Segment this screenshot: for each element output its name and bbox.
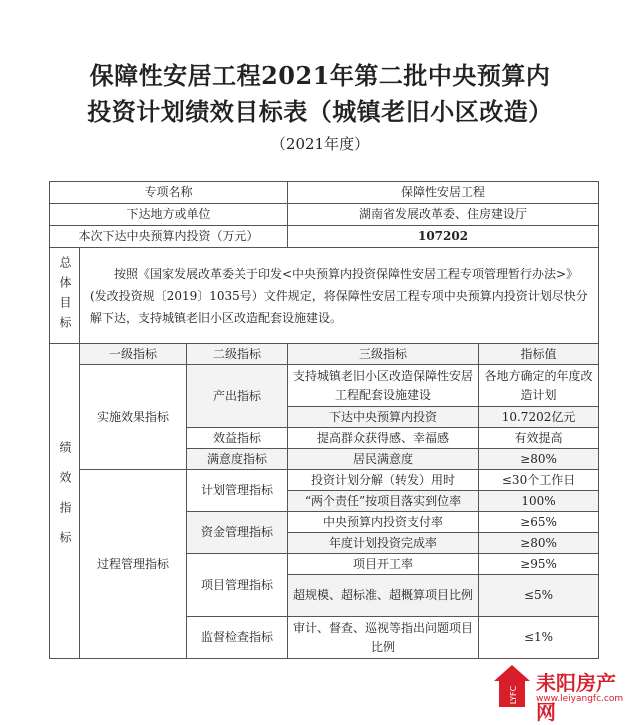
- table-row-value: ≥80%: [479, 533, 599, 554]
- table-row-l3: 审计、督查、巡视等指出问题项目比例: [288, 617, 479, 659]
- table-row-l3: 投资计划分解（转发）用时: [288, 470, 479, 491]
- doc-year: （2021年度）: [270, 135, 370, 153]
- doc-title-line2: 投资计划绩效目标表（城镇老旧小区改造）: [87, 97, 553, 126]
- logo-text: LYFC: [509, 685, 518, 705]
- table-row-value: ≥95%: [479, 554, 599, 575]
- group-effect: 实施效果指标: [80, 365, 187, 470]
- table-row-l3: 项目开工率: [288, 554, 479, 575]
- watermark-text: 耒阳房产网: [536, 671, 616, 724]
- table-row-l3: “两个责任”按项目落实到位率: [288, 491, 479, 512]
- unit-value: 湖南省发展改革委、住房建设厅: [288, 204, 599, 226]
- group-output: 产出指标: [187, 365, 288, 428]
- group-plan-mgmt: 计划管理指标: [187, 470, 288, 512]
- table-row-l3: 下达中央预算内投资: [288, 407, 479, 428]
- table-row-value: 各地方确定的年度改造计划: [479, 365, 599, 407]
- group-supervision: 监督检查指标: [187, 617, 288, 659]
- unit-label: 下达地方或单位: [50, 204, 288, 226]
- investment-value: 107202: [288, 226, 599, 248]
- header-level1: 一级指标: [80, 344, 187, 365]
- group-satisfaction: 满意度指标: [187, 449, 288, 470]
- table-row-l3: 年度计划投资完成率: [288, 533, 479, 554]
- table-row-l3: 居民满意度: [288, 449, 479, 470]
- table-row-value: 有效提高: [479, 428, 599, 449]
- performance-table: [49, 181, 599, 659]
- header-level2: 二级指标: [187, 344, 288, 365]
- table-row-value: ≥65%: [479, 512, 599, 533]
- table-row-value: ≥80%: [479, 449, 599, 470]
- table-row-l3: 支持城镇老旧小区改造保障性安居工程配套设施建设: [288, 365, 479, 407]
- table-row-value: 10.7202亿元: [479, 407, 599, 428]
- project-value: 保障性安居工程: [288, 182, 599, 204]
- group-fund-mgmt: 资金管理指标: [187, 512, 288, 554]
- overall-goal-text: 按照《国家发展改革委关于印发<中央预算内投资保障性安居工程专项管理暂行办法>》(发改投资规〔2019〕1035号）文件规定，将保障性安居工程专项中央预算内投资计划尽快分解下达，支持城镇老旧小区改造配套设施建设。: [80, 248, 599, 344]
- overall-goal-label: 总体目标: [50, 248, 80, 344]
- group-process: 过程管理指标: [80, 470, 187, 659]
- perf-label: 绩效指标: [50, 344, 80, 659]
- house-logo-icon: [492, 663, 532, 709]
- watermark-url: www.leiyangfc.com: [536, 694, 624, 704]
- header-value: 指标值: [479, 344, 599, 365]
- watermark: [492, 661, 632, 724]
- doc-title-line1: 保障性安居工程2021年第二批中央预算内: [89, 61, 551, 90]
- table-row-value: 100%: [479, 491, 599, 512]
- group-project-mgmt: 项目管理指标: [187, 554, 288, 617]
- table-row-value: ≤1%: [479, 617, 599, 659]
- project-label: 专项名称: [50, 182, 288, 204]
- table-row-value: ≤30个工作日: [479, 470, 599, 491]
- group-benefit: 效益指标: [187, 428, 288, 449]
- table-row-l3: 中央预算内投资支付率: [288, 512, 479, 533]
- investment-label: 本次下达中央预算内投资（万元）: [50, 226, 288, 248]
- table-row-l3: 提高群众获得感、幸福感: [288, 428, 479, 449]
- header-level3: 三级指标: [288, 344, 479, 365]
- table-row-l3: 超规模、超标准、超概算项目比例: [288, 575, 479, 617]
- table-row-value: ≤5%: [479, 575, 599, 617]
